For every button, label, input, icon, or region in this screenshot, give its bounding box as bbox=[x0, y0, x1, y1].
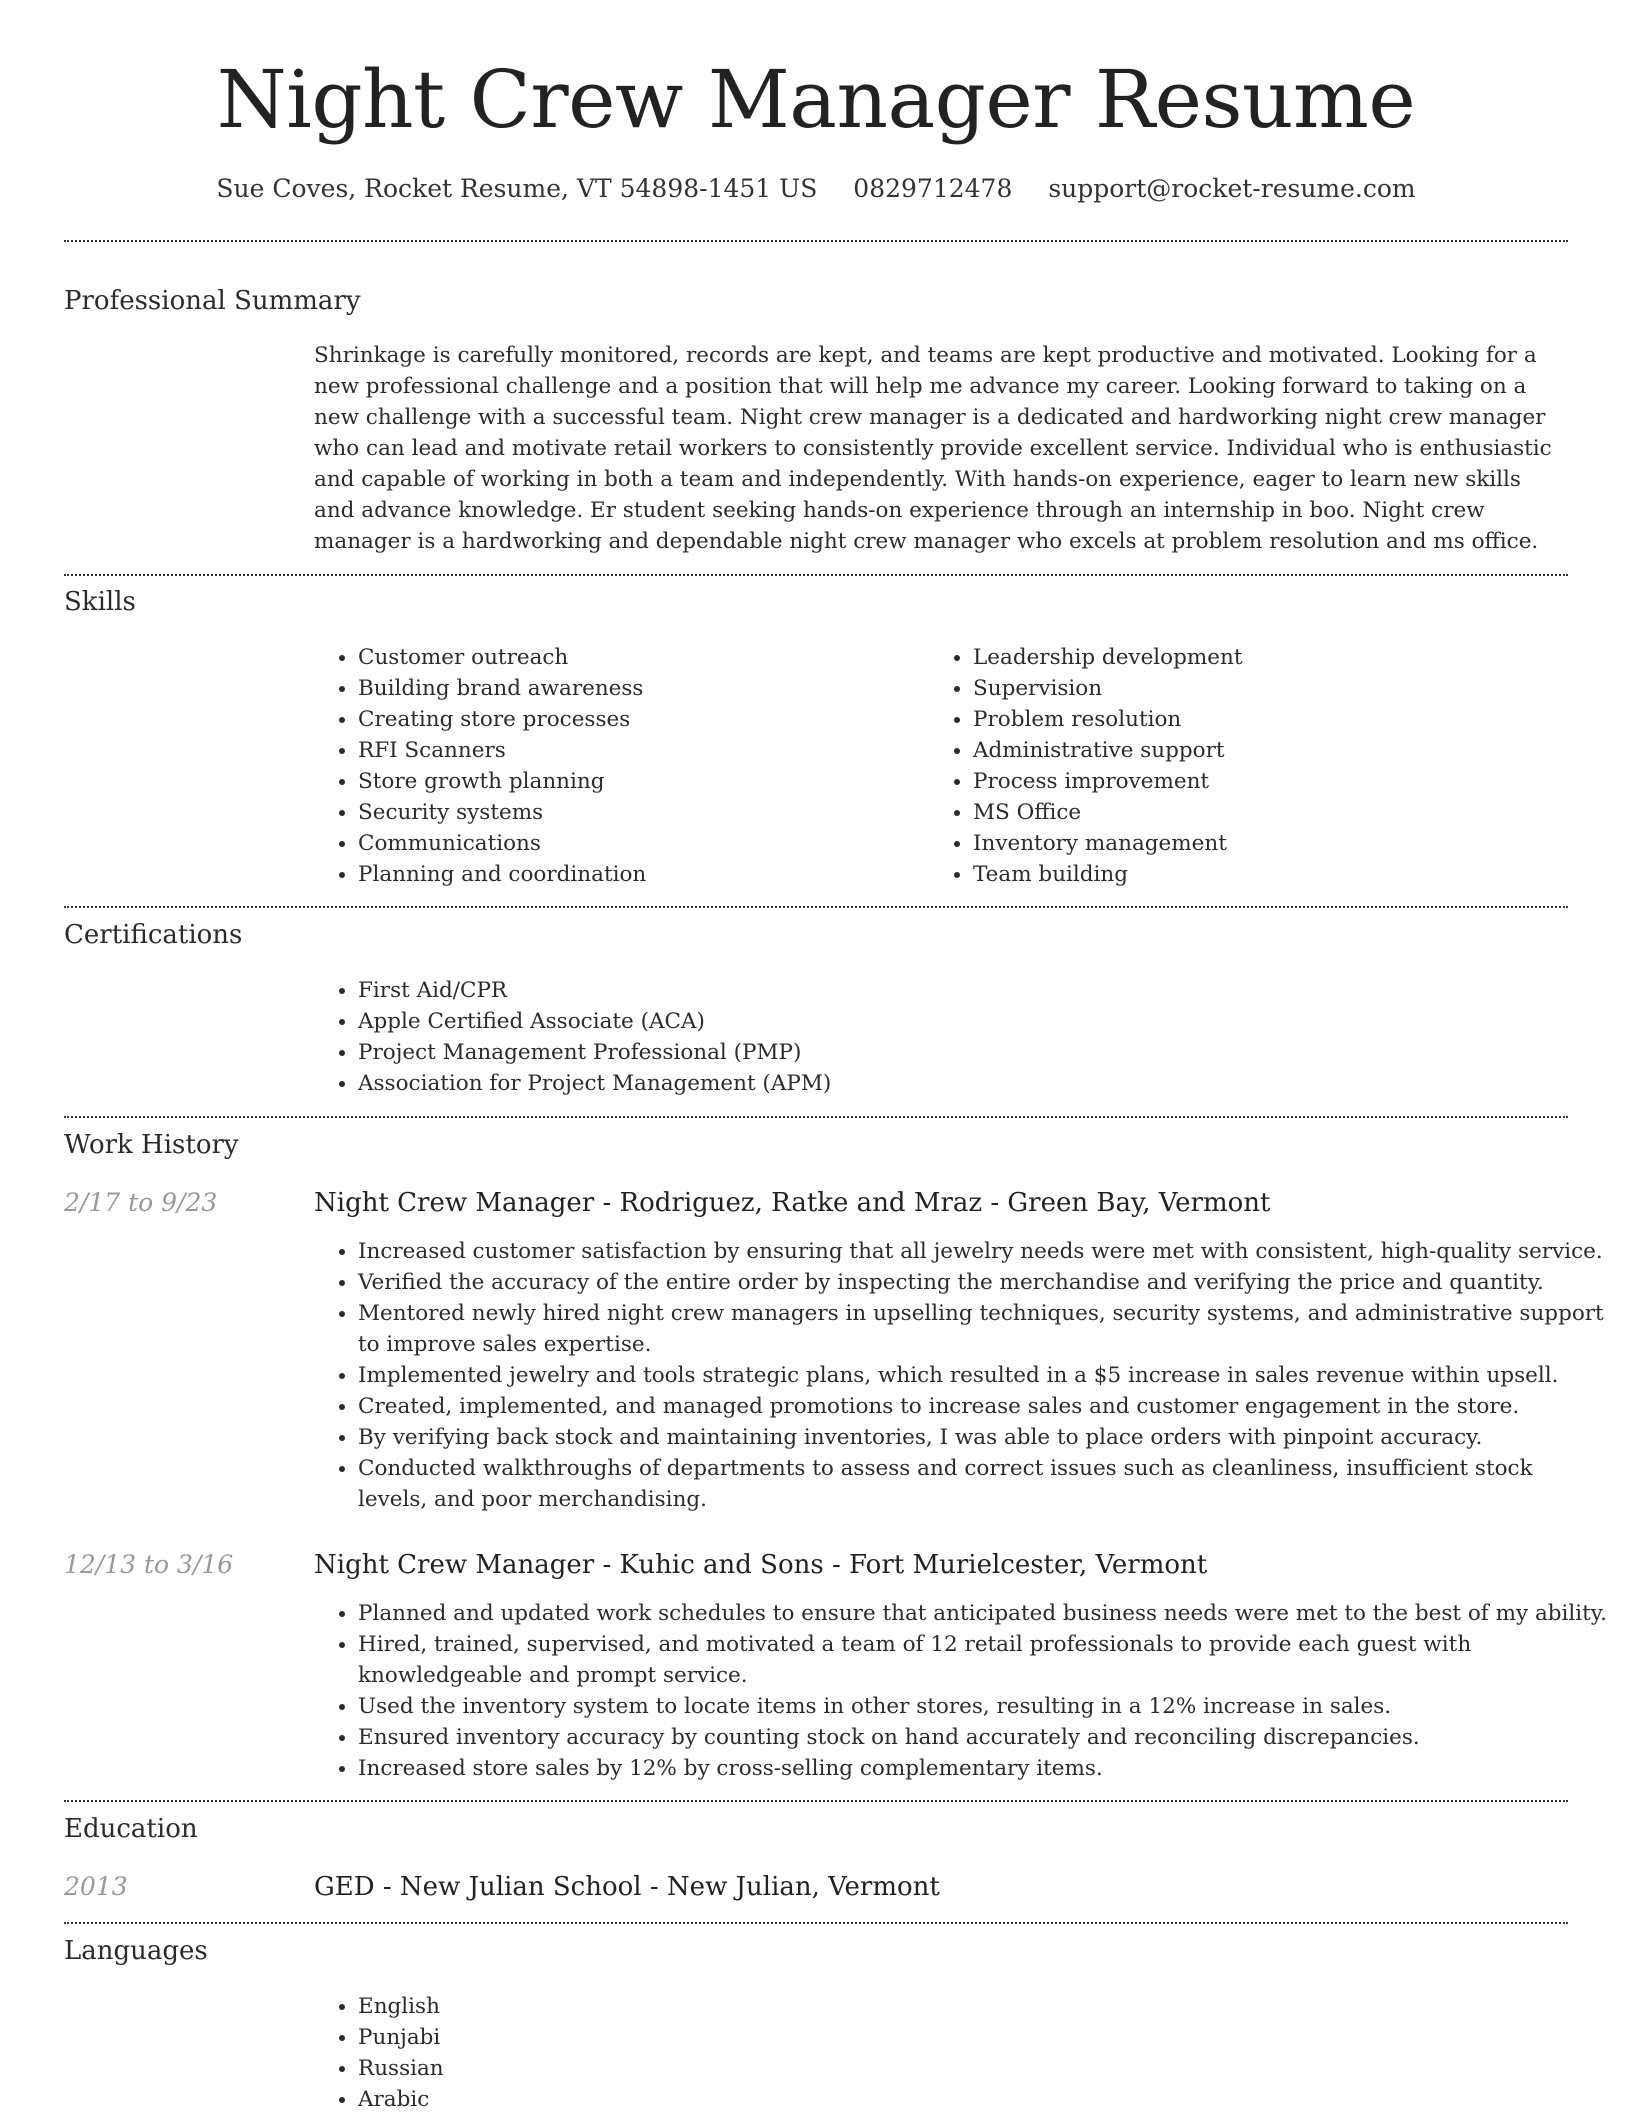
skill-item: • Customer outreach bbox=[358, 642, 918, 673]
certifications-list bbox=[314, 975, 1558, 1099]
education-entry: GED - New Julian School - New Julian, Vermont bbox=[314, 1872, 940, 1902]
divider bbox=[64, 1800, 1568, 1802]
divider bbox=[64, 574, 1568, 576]
skills-heading: Skills bbox=[64, 587, 136, 617]
skill-item: • Team building bbox=[973, 859, 1533, 890]
job-title: Night Crew Manager - Kuhic and Sons - Fort Murielcester, Vermont bbox=[314, 1550, 1208, 1580]
skill-item: • Administrative support bbox=[973, 735, 1533, 766]
job-bullet: • Verified the accuracy of the entire order by inspecting the merchandise and verifying the price and quantity. bbox=[358, 1267, 1608, 1298]
languages-heading: Languages bbox=[64, 1936, 208, 1966]
job-dates: 12/13 to 3/16 bbox=[64, 1550, 234, 1579]
job-title: Night Crew Manager - Rodriguez, Ratke and Mraz - Green Bay, Vermont bbox=[314, 1188, 1271, 1218]
job-bullets bbox=[314, 1236, 1608, 1515]
skill-item: • Store growth planning bbox=[358, 766, 918, 797]
skills-list-right bbox=[929, 642, 1533, 890]
certification-item: • Apple Certified Associate (ACA) bbox=[358, 1006, 1558, 1037]
certification-item: • First Aid/CPR bbox=[358, 975, 1558, 1006]
contact-email: support@rocket-resume.com bbox=[1048, 174, 1416, 203]
job-bullet: • Used the inventory system to locate items in other stores, resulting in a 12% increase in sales. bbox=[358, 1691, 1608, 1722]
divider bbox=[64, 906, 1568, 908]
skill-item: • Leadership development bbox=[973, 642, 1533, 673]
summary-heading: Professional Summary bbox=[64, 286, 361, 316]
summary-text: Shrinkage is carefully monitored, records are kept, and teams are kept productive and motivated. Looking for a new professional challenge and a position that will help me advance my career. Looking forward to taking on a new challenge with a successful team. Night crew manager is a dedicated and hardworking night crew manager who can lead and motivate retail workers to consistently provide excellent service. Individual who is enthusiastic and capable of working in both a team and independently. With hands-on experience, eager to learn new skills and advance knowledge. Er student seeking hands-on experience through an internship in boo. Night crew manager is a hardworking and dependable night crew manager who excels at problem resolution and ms office. bbox=[314, 343, 1552, 554]
skill-item: • Process improvement bbox=[973, 766, 1533, 797]
contact-address: Sue Coves, Rocket Resume, VT 54898-1451 US bbox=[216, 174, 818, 203]
language-item: • English bbox=[358, 1991, 958, 2022]
job-bullet: • Increased store sales by 12% by cross-selling complementary items. bbox=[358, 1753, 1608, 1784]
education-heading: Education bbox=[64, 1814, 198, 1844]
skill-item: • RFI Scanners bbox=[358, 735, 918, 766]
contact-line bbox=[0, 170, 1632, 208]
divider bbox=[64, 1116, 1568, 1118]
certification-item: • Project Management Professional (PMP) bbox=[358, 1037, 1558, 1068]
language-item: • Russian bbox=[358, 2053, 958, 2084]
skill-item: • Security systems bbox=[358, 797, 918, 828]
job-bullet: • Hired, trained, supervised, and motivated a team of 12 retail professionals to provide each guest with knowledgeable and prompt service. bbox=[358, 1629, 1608, 1691]
job-bullet: • Implemented jewelry and tools strategic plans, which resulted in a $5 increase in sales revenue within upsell. bbox=[358, 1360, 1608, 1391]
divider bbox=[64, 240, 1568, 242]
job-bullets bbox=[314, 1598, 1608, 1784]
divider bbox=[64, 1922, 1568, 1924]
language-item: • Arabic bbox=[358, 2084, 958, 2115]
skill-item: • Supervision bbox=[973, 673, 1533, 704]
job-bullet: • By verifying back stock and maintaining inventories, I was able to place orders with pinpoint accuracy. bbox=[358, 1422, 1608, 1453]
work-history-heading: Work History bbox=[64, 1130, 239, 1160]
certification-item: • Association for Project Management (APM) bbox=[358, 1068, 1558, 1099]
skill-item: • Planning and coordination bbox=[358, 859, 918, 890]
skill-item: • Problem resolution bbox=[973, 704, 1533, 735]
language-item: • Punjabi bbox=[358, 2022, 958, 2053]
education-year: 2013 bbox=[64, 1872, 128, 1901]
job-bullet: • Conducted walkthroughs of departments to assess and correct issues such as cleanliness, insufficient stock levels, and poor merchandising. bbox=[358, 1453, 1608, 1515]
job-bullet: • Increased customer satisfaction by ensuring that all jewelry needs were met with consistent, high-quality service. bbox=[358, 1236, 1608, 1267]
job-bullet: • Mentored newly hired night crew managers in upselling techniques, security systems, and administrative support to improve sales expertise. bbox=[358, 1298, 1608, 1360]
skill-item: • Inventory management bbox=[973, 828, 1533, 859]
skills-list-left bbox=[314, 642, 918, 890]
job-dates: 2/17 to 9/23 bbox=[64, 1188, 218, 1217]
languages-list bbox=[314, 1991, 958, 2115]
skill-item: • Building brand awareness bbox=[358, 673, 918, 704]
page-title: Night Crew Manager Resume bbox=[216, 53, 1416, 146]
job-bullet: • Ensured inventory accuracy by counting stock on hand accurately and reconciling discrepancies. bbox=[358, 1722, 1608, 1753]
certifications-heading: Certifications bbox=[64, 920, 243, 950]
job-bullet: • Created, implemented, and managed promotions to increase sales and customer engagement in the store. bbox=[358, 1391, 1608, 1422]
skill-item: • MS Office bbox=[973, 797, 1533, 828]
skill-item: • Creating store processes bbox=[358, 704, 918, 735]
skill-item: • Communications bbox=[358, 828, 918, 859]
job-bullet: • Planned and updated work schedules to ensure that anticipated business needs were met to the best of my ability. bbox=[358, 1598, 1608, 1629]
contact-phone: 0829712478 bbox=[853, 174, 1013, 203]
